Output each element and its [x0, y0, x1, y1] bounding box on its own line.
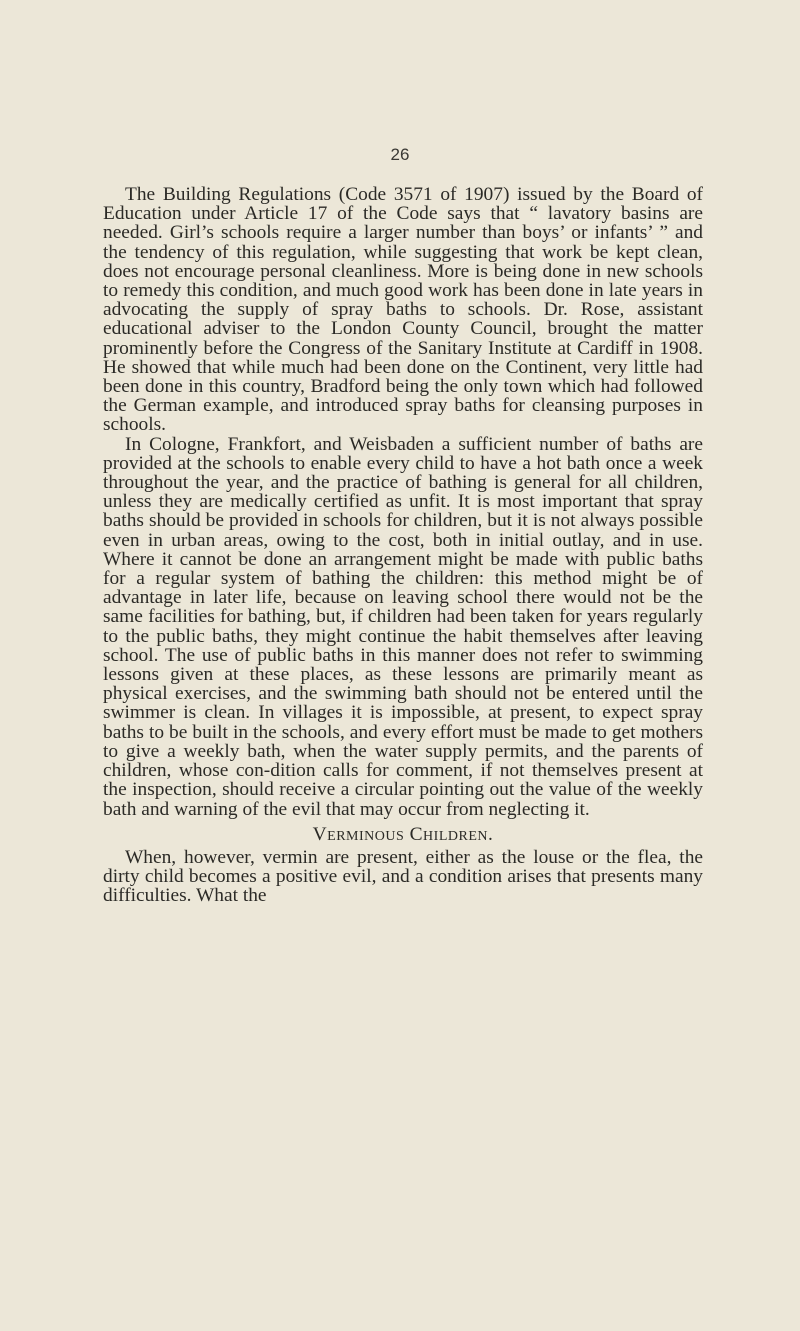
page-number: 26: [390, 145, 410, 164]
paragraph-cologne-baths: In Cologne, Frankfort, and Weisbaden a sufficient number of baths are provided at the schools to enable every child to have a hot bath once a week throughout the year, and the practice of bathing is general for all children, unless they are medically certified as unfit. It is most important that spray baths should be provided in schools for children, but it is not always possible even in urban areas, owing to the cost, both in initial outlay, and in use. Where it cannot be done an arrangement might be made with public baths for a regular system of bathing the children: this method might be of advantage in later life, because on leaving school there would not be the same facilities for bathing, but, if children had been taken for years regularly to the public baths, they might continue the habit themselves after leaving school. The use of public baths in this manner does not refer to swimming lessons given at these places, as these lessons are primarily meant as physical exercises, and the swimming bath should not be entered until the swimmer is clean. In villages it is impossible, at present, to expect spray baths to be built in the schools, and every effort must be made to get mothers to give a weekly bath, when the water supply permits, and the parents of children, whose con-dition calls for comment, if not themselves present at the inspection, should receive a circular pointing out the value of the weekly bath and warning of the evil that may occur from neglecting it.: [103, 433, 703, 820]
paragraph-building-regulations: The Building Regulations (Code 3571 of 1907) issued by the Board of Education under Article 17 of the Code says that “ lavatory basins are needed. Girl’s schools require a larger number than boys’ or infants’ ” and the tendency of this regulation, while suggesting that work be kept clean, does not encourage personal cleanliness. More is being done in new schools to remedy this condition, and much good work has been done in late years in advocating the supply of spray baths to schools. Dr. Rose, assistant educational adviser to the London County Council, brought the matter prominently before the Congress of the Sanitary Institute at Cardiff in 1908. He showed that while much had been done on the Continent, very little had been done in this country, Bradford being the only town which had followed the German example, and introduced spray baths for cleansing purposes in schools.: [103, 184, 703, 436]
body-text: [103, 185, 703, 906]
section-heading: Verminous Children.: [312, 823, 494, 845]
paragraph-vermin: When, however, vermin are present, either as the louse or the flea, the dirty child becomes a positive evil, and a condition arises that presents many difficulties. What the: [103, 846, 703, 907]
